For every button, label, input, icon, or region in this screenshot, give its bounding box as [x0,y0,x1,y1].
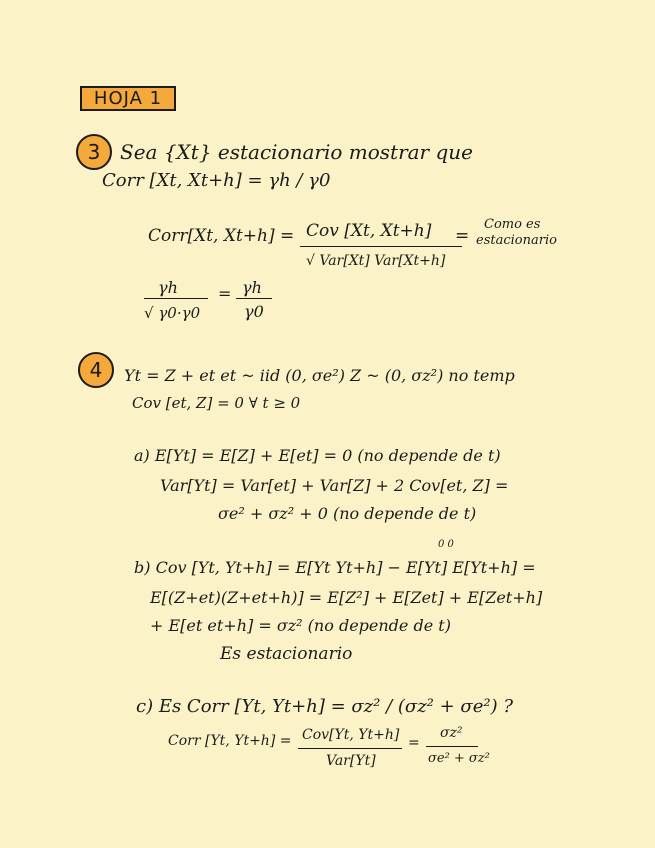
part-a-line-2: Var[Yt] = Var[et] + Var[Z] + 2 Cov[et, Z] = [160,476,509,495]
problem-3-badge: 3 [76,134,112,170]
part-c-equals: = [408,735,420,751]
note-line-2: estacionario [476,233,557,248]
ratio2-bar [236,298,272,299]
ratio1-denominator: √ γ0·γ0 [144,304,201,322]
part-c-fraction-bar-2 [426,746,478,747]
ratio1-bar [144,298,208,299]
cov-condition: Cov [et, Z] = 0 ∀ t ≥ 0 [132,394,301,412]
note-line-1: Como es [484,217,541,232]
part-c-denominator: Var[Yt] [326,753,376,769]
part-a-line-3: σe² + σz² + 0 (no depende de t) [218,504,477,523]
part-b-line-2: E[(Z+et)(Z+et+h)] = E[Z²] + E[Zet] + E[Zet+h] [150,588,543,607]
part-b-conclusion: Es estacionario [220,644,353,664]
part-c-numerator-2: σz² [440,725,463,741]
part-c-fraction-bar [298,748,402,749]
part-a-line-1: a) E[Yt] = E[Z] + E[et] = 0 (no depende de t) [134,446,501,465]
part-b-zero-marks: 0 0 [438,539,454,550]
ratio2-numerator: γh [242,278,262,297]
part-c-lhs: Corr [Yt, Yt+h] = [168,733,292,749]
corr-equals: = [455,226,470,246]
problem-4-badge: 4 [78,352,114,388]
ratio-equals: = [218,284,232,303]
problem-3-statement: Sea {Xt} estacionario mostrar que [120,140,473,164]
part-c-question: c) Es Corr [Yt, Yt+h] = σz² / (σz² + σe²) ? [136,696,513,717]
part-c-denominator-2: σe² + σz² [428,751,490,766]
ratio2-denominator: γ0 [244,302,264,321]
problem-3-goal: Corr [Xt, Xt+h] = γh / γ0 [102,170,331,191]
part-b-line-3: + E[et et+h] = σz² (no depende de t) [150,616,451,635]
sheet-label: HOJA 1 [80,86,176,111]
part-c-numerator: Cov[Yt, Yt+h] [302,727,400,743]
corr-numerator: Cov [Xt, Xt+h] [306,221,432,241]
corr-denominator: √ Var[Xt] Var[Xt+h] [306,253,446,269]
corr-lhs: Corr[Xt, Xt+h] = [148,226,295,246]
model-definition: Yt = Z + et et ~ iid (0, σe²) Z ~ (0, σz²) no temp [124,366,515,385]
ratio1-numerator: γh [158,278,178,297]
part-b-line-1: b) Cov [Yt, Yt+h] = E[Yt Yt+h] − E[Yt] E[Yt+h] = [134,558,536,577]
corr-fraction-bar [300,246,462,247]
